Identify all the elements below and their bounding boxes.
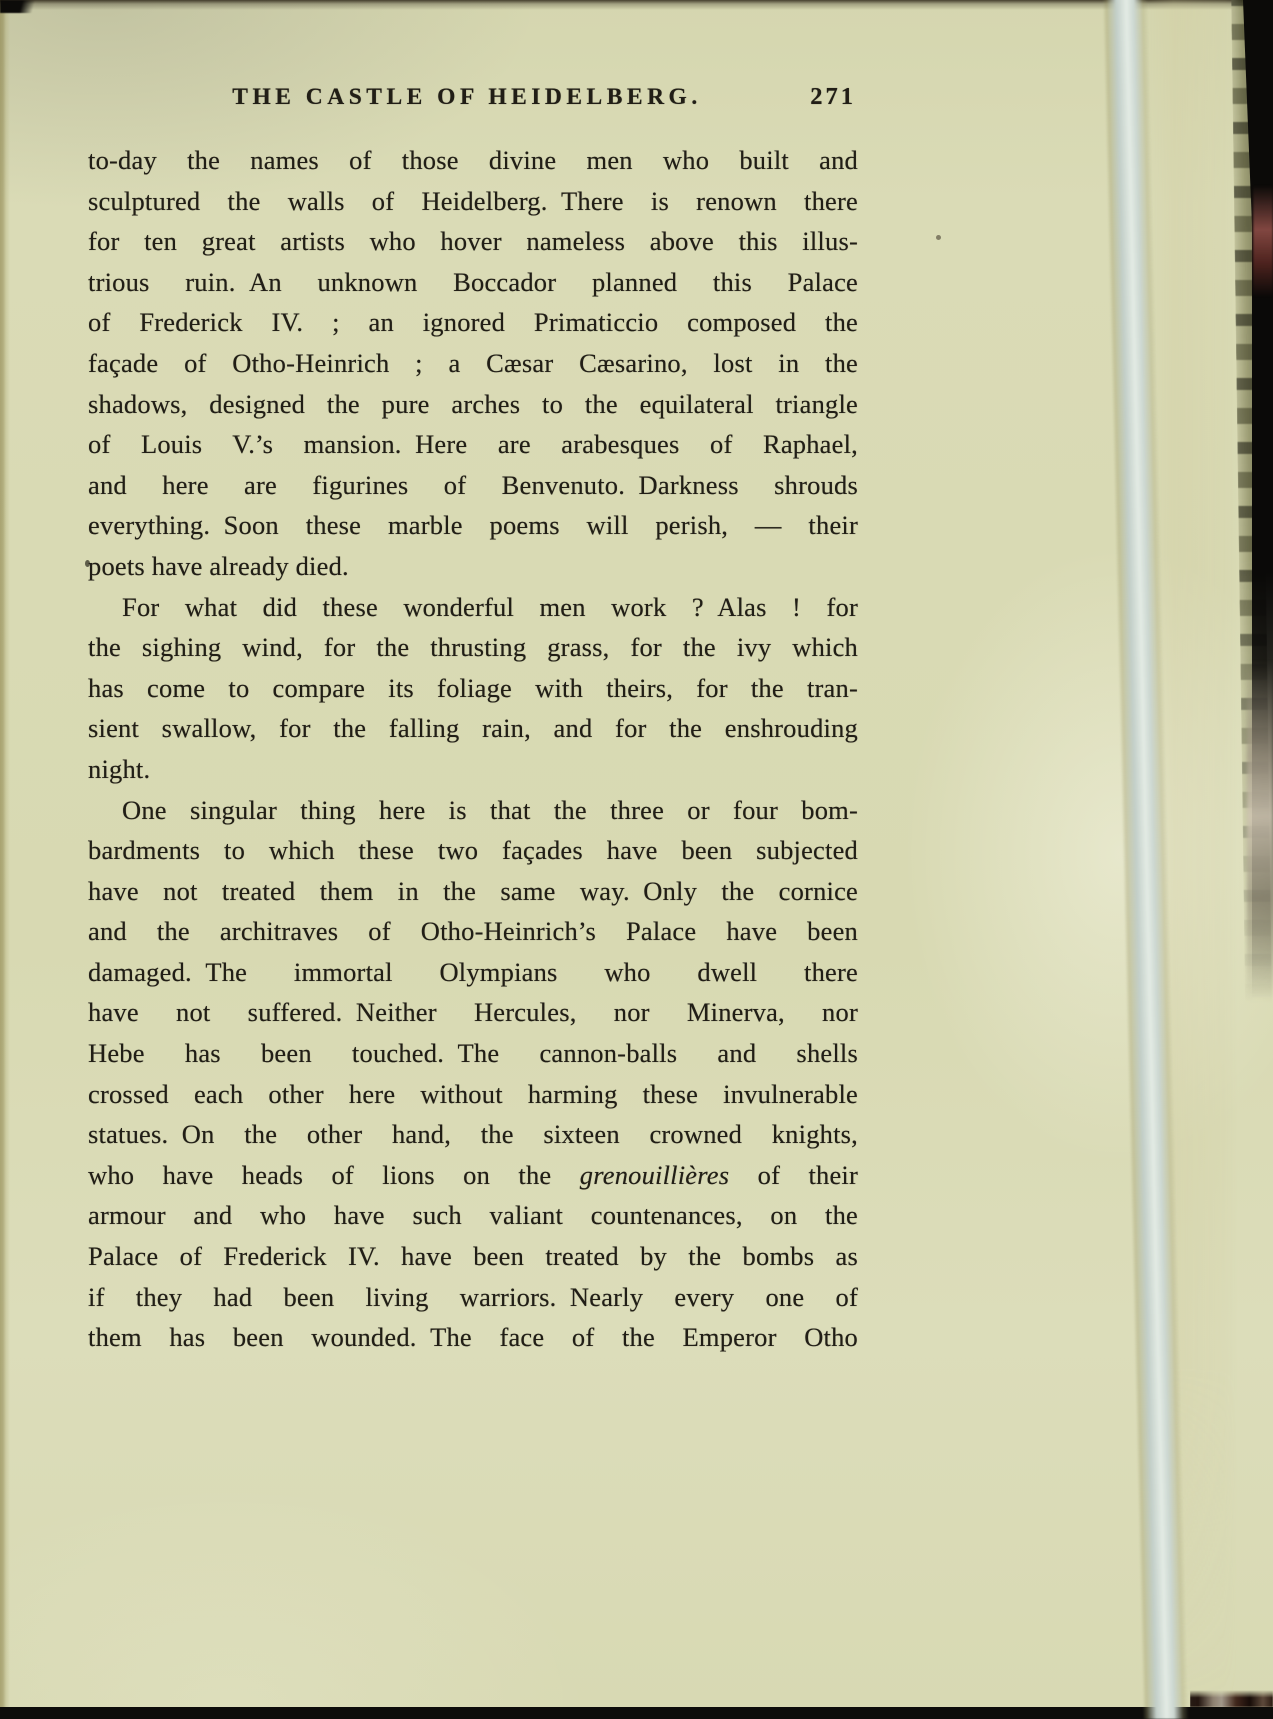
edge-red-smudge bbox=[1253, 185, 1273, 297]
text-line: For what did these wonderful men work ? Alas ! for bbox=[122, 591, 858, 622]
text-line: of Louis V.’s mansion. Here are arabesques of Raphael, bbox=[88, 429, 858, 460]
text-line: who have heads of lions on the grenouillières of their bbox=[88, 1159, 859, 1190]
text-line: sculptured the walls of Heidelberg. There is renown there bbox=[88, 185, 858, 216]
text-line: Palace of Frederick IV. have been treated by the bombs as bbox=[88, 1241, 858, 1272]
text-line: the sighing wind, for the thrusting grass, for the ivy which bbox=[88, 632, 858, 663]
text-line: trious ruin. An unknown Boccador planned this Palace bbox=[88, 266, 858, 297]
text-line: statues. On the other hand, the sixteen crowned knights, bbox=[88, 1119, 858, 1150]
text-line: have not suffered. Neither Hercules, nor Minerva, nor bbox=[88, 997, 858, 1028]
text-line: of Frederick IV. ; an ignored Primaticcio composed the bbox=[88, 307, 858, 338]
text-line: night. bbox=[88, 753, 151, 784]
text-line: poets have already died. bbox=[88, 550, 349, 581]
page-header bbox=[88, 84, 858, 118]
text-line: armour and who have such valiant countenances, on the bbox=[88, 1200, 858, 1231]
text-line: shadows, designed the pure arches to the equilateral triangle bbox=[88, 388, 858, 419]
text-line: have not treated them in the same way. Only the cornice bbox=[88, 875, 858, 906]
edge-gray-streaks bbox=[1247, 660, 1273, 1000]
text-line: sient swallow, for the falling rain, and for the enshrouding bbox=[88, 713, 858, 744]
scanner-background-top-left bbox=[0, 0, 42, 13]
text-line: bardments to which these two façades have been subjected bbox=[88, 835, 858, 866]
text-line: damaged. The immortal Olympians who dwell there bbox=[88, 956, 858, 987]
text-line: Hebe has been touched. The cannon-balls and shells bbox=[88, 1038, 858, 1069]
text-line: and here are figurines of Benvenuto. Darkness shrouds bbox=[88, 469, 858, 500]
text-line: One singular thing here is that the three or four bom- bbox=[122, 794, 858, 825]
text-line: has come to compare its foliage with theirs, for the tran- bbox=[88, 672, 858, 703]
text-line: everything. Soon these marble poems will perish, — their bbox=[88, 510, 858, 541]
bottom-right-dark-corner bbox=[1190, 1690, 1273, 1707]
ink-speck bbox=[936, 235, 941, 240]
text-line: crossed each other here without harming these invulnerable bbox=[88, 1078, 858, 1109]
text-line: to-day the names of those divine men who built and bbox=[88, 145, 858, 175]
running-title: THE CASTLE OF HEIDELBERG. bbox=[232, 84, 702, 110]
body-text bbox=[88, 140, 858, 1358]
text-line: them has been wounded. The face of the Emperor Otho bbox=[88, 1322, 858, 1353]
page-number: 271 bbox=[810, 83, 856, 110]
text-line: if they had been living warriors. Nearly every one of bbox=[88, 1281, 858, 1312]
text-line: and the architraves of Otho-Heinrich’s Palace have been bbox=[88, 916, 858, 947]
text-line: for ten great artists who hover nameless above this illus- bbox=[88, 226, 858, 257]
text-line: façade of Otho-Heinrich ; a Cæsar Cæsarino, lost in the bbox=[88, 347, 858, 378]
